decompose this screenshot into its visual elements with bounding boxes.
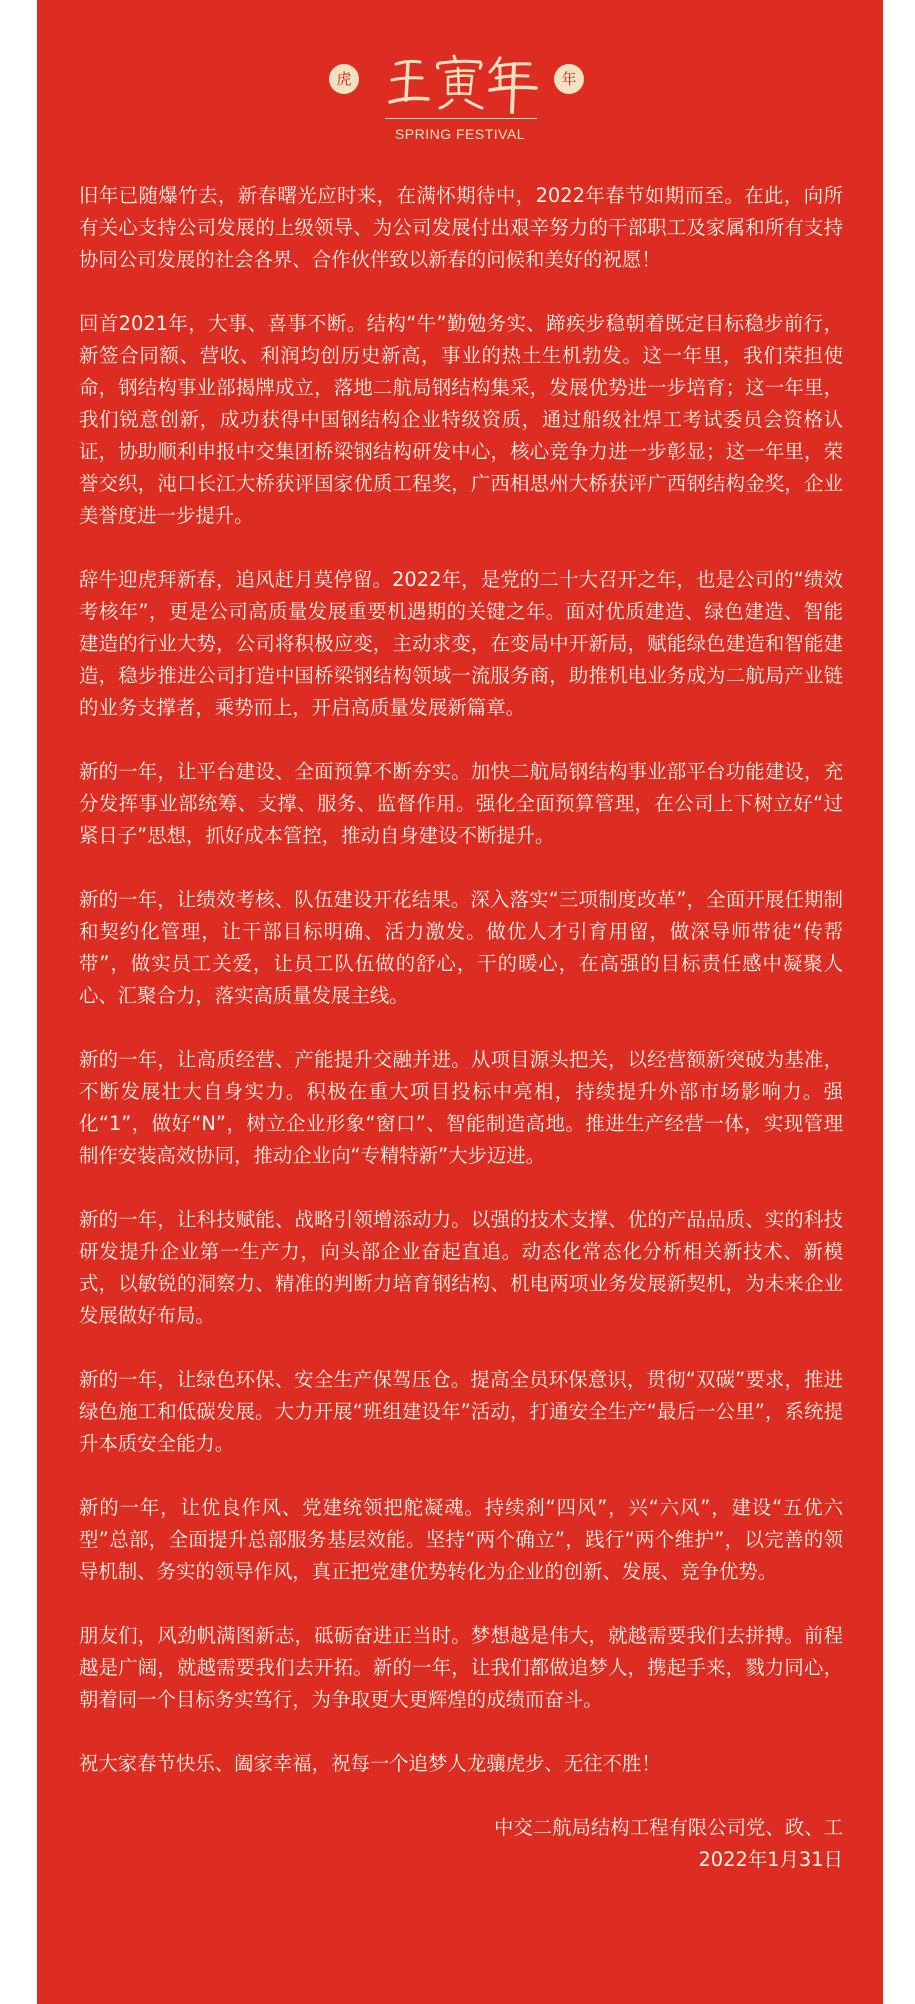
paragraph: 新的一年，让绩效考核、队伍建设开花结果。深入落实“三项制度改革”，全面开展任期制和契约化管理，让干部目标明确、活力激发。做优人才引育用留，做深导师带徒“传帮带”，做实员工关爱，让员工队伍做的舒心，干的暖心，在高强的目标责任感中凝聚人心、汇聚合力，落实高质量发展主线。 — [79, 888, 843, 1007]
paragraph: 新的一年，让绿色环保、安全生产保驾压仓。提高全员环保意识，贯彻“双碳”要求，推进绿色施工和低碳发展。大力开展“班组建设年”活动，打通安全生产“最后一公里”，系统提升本质安全能力。 — [79, 1368, 843, 1455]
signature-date: 2022年1月31日 — [698, 1848, 843, 1871]
header-divider — [385, 118, 537, 119]
badge-year: 年 — [554, 64, 584, 94]
greeting-card — [37, 0, 883, 2004]
paragraph: 新的一年，让科技赋能、战略引领增添动力。以强的技术支撑、优的产品品质、实的科技研发提升企业第一生产力，向头部企业奋起直追。动态化常态化分析相关新技术、新模式，以敏锐的洞察力、精准的判断力培育钢结构、机电两项业务发展新契机，为未来企业发展做好布局。 — [79, 1208, 843, 1327]
festival-header — [37, 40, 883, 155]
signature-org: 中交二航局结构工程有限公司党、政、工 — [493, 1816, 843, 1839]
paragraph: 新的一年，让高质经营、产能提升交融并进。从项目源头把关，以经营额新突破为基准，不断发展壮大自身实力。积极在重大项目投标中亮相，持续提升外部市场影响力。强化“1”，做好“N”，树立企业形象“窗口”、智能制造高地。推进生产经营一体，实现管理制作安装高效协同，推动企业向“专精特新”大步迈进。 — [79, 1048, 843, 1167]
paragraph: 新的一年，让平台建设、全面预算不断夯实。加快二航局钢结构事业部平台功能建设，充分发挥事业部统筹、支撑、服务、监督作用。强化全面预算管理，在公司上下树立好“过紧日子”思想，抓好成本管控，推动自身建设不断提升。 — [79, 760, 843, 847]
calligraphy-logo — [382, 50, 542, 116]
paragraph: 回首2021年，大事、喜事不断。结构“牛”勤勉务实、蹄疾步稳朝着既定目标稳步前行，新签合同额、营收、利润均创历史新高，事业的热土生机勃发。这一年里，我们荣担使命，钢结构事业部揭牌成立，落地二航局钢结构集采，发展优势进一步培育；这一年里，我们锐意创新，成功获得中国钢结构企业特级资质，通过船级社焊工考试委员会资格认证，协助顺利申报中交集团桥梁钢结构研发中心，核心竞争力进一步彰显；这一年里，荣誉交织，沌口长江大桥获评国家优质工程奖，广西相思州大桥获评广西钢结构金奖，企业美誉度进一步提升。 — [79, 312, 843, 527]
paragraph: 朋友们，风劲帆满图新志，砥砺奋进正当时。梦想越是伟大，就越需要我们去拼搏。前程越是广阔，就越需要我们去开拓。新的一年，让我们都做追梦人，携起手来，戮力同心，朝着同一个目标务实笃行，为争取更大更辉煌的成绩而奋斗。 — [79, 1624, 843, 1711]
signature-block — [79, 1812, 843, 1876]
letter-body — [79, 180, 843, 1876]
paragraph: 旧年已随爆竹去，新春曙光应时来，在满怀期待中，2022年春节如期而至。在此，向所有关心支持公司发展的上级领导、为公司发展付出艰辛努力的干部职工及家属和所有支持协同公司发展的社会各界、合作伙伴致以新春的问候和美好的祝愿！ — [79, 184, 843, 271]
paragraph: 祝大家春节快乐、阖家幸福，祝每一个追梦人龙骧虎步、无往不胜！ — [79, 1752, 661, 1775]
paragraph: 辞牛迎虎拜新春，追风赶月莫停留。2022年，是党的二十大召开之年，也是公司的“绩效考核年”，更是公司高质量发展重要机遇期的关键之年。面对优质建造、绿色建造、智能建造的行业大势，公司将积极应变，主动求变，在变局中开新局，赋能绿色建造和智能建造，稳步推进公司打造中国桥梁钢结构领域一流服务商，助推机电业务成为二航局产业链的业务支撑者，乘势而上，开启高质量发展新篇章。 — [79, 568, 843, 719]
paragraph: 新的一年，让优良作风、党建统领把舵凝魂。持续刹“四风”，兴“六风”，建设“五优六型”总部，全面提升总部服务基层效能。坚持“两个确立”，践行“两个维护”，以完善的领导机制、务实的领导作风，真正把党建优势转化为企业的创新、发展、竞争优势。 — [79, 1496, 843, 1583]
badge-tiger: 虎 — [329, 64, 359, 94]
header-subtitle: SPRING FESTIVAL — [394, 126, 526, 142]
